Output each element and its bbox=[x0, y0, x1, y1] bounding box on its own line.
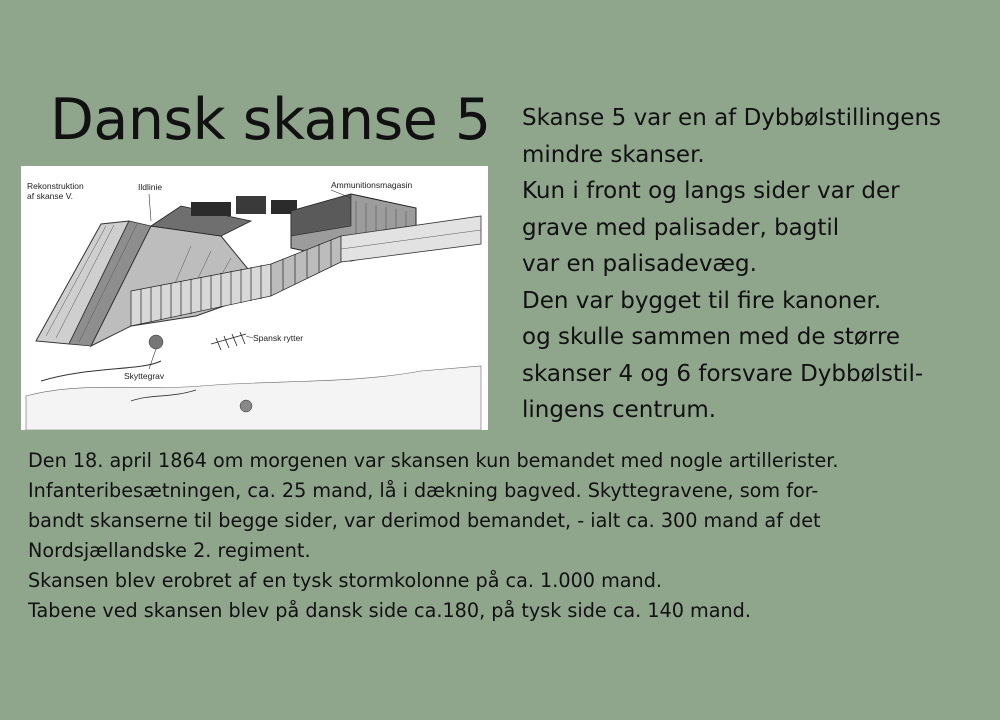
history-paragraph bbox=[28, 446, 993, 626]
terrain bbox=[26, 366, 481, 430]
description-line: grave med palisader, bagtil bbox=[522, 214, 840, 241]
illustration-caption: Rekonstruktion bbox=[27, 181, 84, 191]
fortification-drawing bbox=[21, 166, 488, 430]
description-line: Den var bygget til fire kanoner. bbox=[522, 287, 882, 314]
label-spansk-rytter: Spansk rytter bbox=[253, 333, 304, 343]
label-ammunition-magazine: Ammunitionsmagasin bbox=[331, 180, 413, 190]
description-line: Skanse 5 var en af Dybbølstillingens bbox=[522, 105, 942, 131]
label-skyttegrav: Skyttegrav bbox=[124, 371, 165, 381]
history-line: Skansen blev erobret af en tysk stormkolonne på ca. 1.000 mand. bbox=[28, 569, 662, 592]
description-line: skanser 4 og 6 forsvare Dybbølstil- bbox=[522, 360, 924, 387]
history-line: Den 18. april 1864 om morgenen var skansen kun bemandet med nogle artillerister. bbox=[28, 449, 839, 472]
description-paragraph bbox=[522, 100, 992, 429]
description-line: var en palisadevæg. bbox=[522, 251, 757, 277]
history-line: Nordsjællandske 2. regiment. bbox=[28, 539, 311, 562]
label-ildlinie: Ildlinie bbox=[138, 182, 163, 192]
page-title: Dansk skanse 5 bbox=[50, 87, 491, 153]
description-line: Kun i front og langs sider var der bbox=[522, 178, 900, 204]
illustration-caption: af skanse V. bbox=[27, 191, 73, 201]
fortification-illustration bbox=[21, 166, 488, 430]
history-line: bandt skanserne til begge sider, var derimod bemandet, - ialt ca. 300 mand af det bbox=[28, 509, 821, 532]
description-line: mindre skanser. bbox=[522, 141, 705, 168]
chevaux-de-frise bbox=[211, 332, 246, 350]
description-line: og skulle sammen med de større bbox=[522, 324, 901, 350]
history-line: Tabene ved skansen blev på dansk side ca.180, på tysk side ca. 140 mand. bbox=[28, 599, 751, 622]
history-line: Infanteribesætningen, ca. 25 mand, lå i dækning bagved. Skyttegravene, som for- bbox=[28, 479, 819, 502]
description-line: lingens centrum. bbox=[522, 397, 717, 423]
